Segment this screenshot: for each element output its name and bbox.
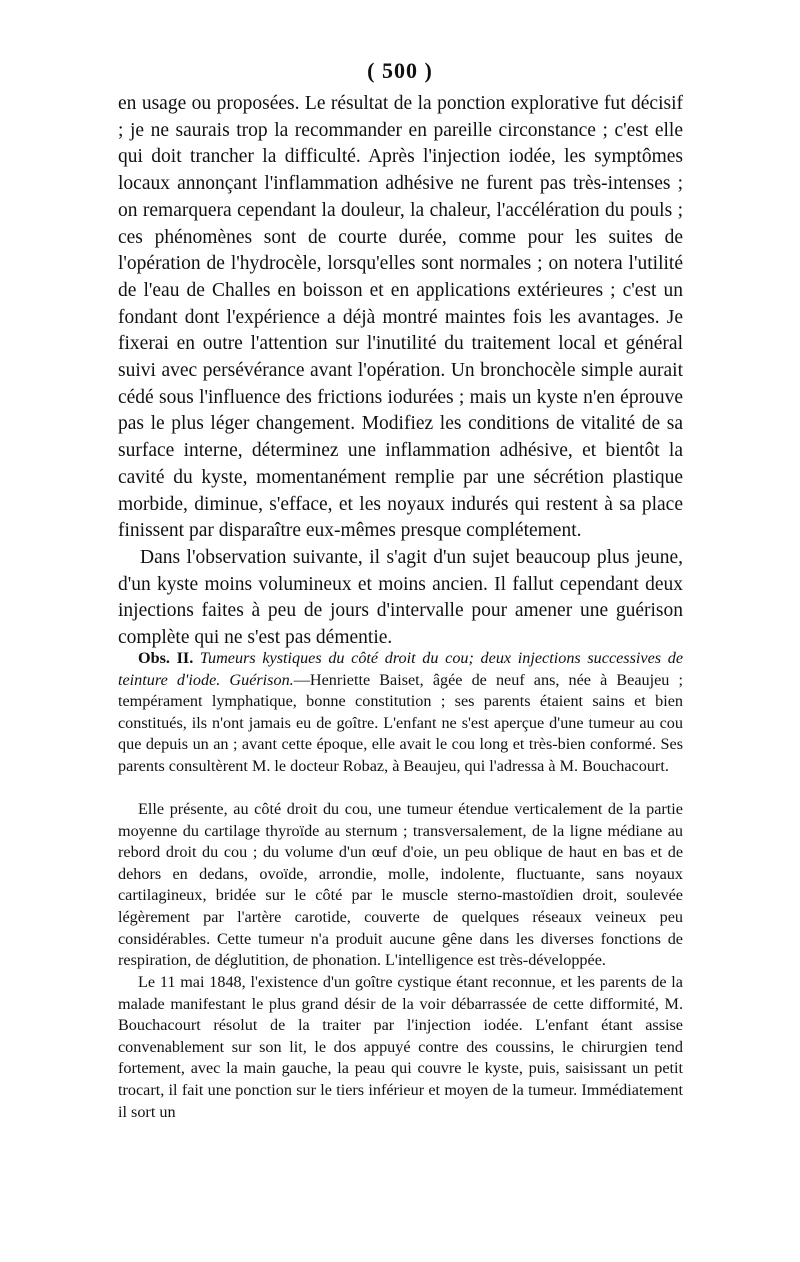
tumor-description-block bbox=[118, 799, 683, 972]
paragraph-introduction: Dans l'observation suivante, il s'agit d'un sujet beaucoup plus jeune, d'un kyste moins volumineux et moins ancien. Il fallut cependant deux injections faites à peu de jours d'intervalle pour amener une guérison complète qui ne s'est pas démentie. bbox=[118, 546, 683, 649]
paragraph-tumor-description: Elle présente, au côté droit du cou, une tumeur étendue verticalement de la partie moyenne du cartilage thyroïde au sternum ; transversalement, de la ligne médiane au rebord droit du cou ; du volume d'un œuf d'oie, un peu oblique de haut en bas et de dehors en dedans, ovoïde, arrondie, molle, indolente, fluctuante, sans noyaux cartilagineux, bridée sur le côté par le muscle sterno-mastoïdien droit, soulevée légèrement par l'artère carotide, couverte de quelques réseaux veineux peu considérables. Cette tumeur n'a produit aucune gêne dans les diverses fonctions de respiration, de déglutition, de phonation. L'intelligence est très-développée. bbox=[118, 800, 683, 970]
paragraph-commentary: en usage ou proposées. Le résultat de la ponction explorative fut décisif ; je ne saurais trop la recommander en pareille circonstance ; c'est elle qui doit trancher la difficulté. Après l'injection iodée, les symptômes locaux annonçant l'inflammation adhésive ne furent pas très-intenses ; on remarquera cependant la douleur, la chaleur, l'accélération du pouls ; ces phénomènes sont de courte durée, comme pour les suites de l'opération de l'hydrocèle, lorsqu'elles sont normales ; on notera l'utilité de l'eau de Challes en boisson et en applications extérieures ; c'est un fondant dont l'expérience a déjà montré maintes fois les avantages. Je fixerai en outre l'attention sur l'inutilité du traitement local et général suivi avec persévérance avant l'opération. Un bronchocèle simple aurait cédé sous l'influence des frictions iodurées ; mais un kyste n'en éprouve pas le plus léger changement. Modifiez les conditions de vitalité de sa surface interne, déterminez une inflammation adhésive, et bientôt la cavité du kyste, momentanément remplie par une sécrétion plastique morbide, diminue, s'efface, et les noyaux indurés qui restent à sa place finissent par disparaître eux-mêmes presque complétement. bbox=[118, 93, 683, 542]
observation-paragraph bbox=[118, 648, 683, 778]
observation-block bbox=[118, 648, 683, 778]
observation-label: Obs. II. bbox=[138, 649, 194, 667]
observation-text: —Henriette Baiset, âgée de neuf ans, née à Beaujeu ; tempérament lymphatique, bonne constitution ; ses parents étaient sains et bien constitués, ils n'ont jamais eu de goître. L'enfant ne s'est aperçue d'une tumeur au cou que depuis un an ; avant cette époque, elle avait le cou long et très-bien conformé. Ses parents consultèrent M. le docteur Robaz, à Beaujeu, qui l'adressa à M. Bouchacourt. bbox=[118, 670, 683, 775]
page-number: ( 500 ) bbox=[367, 58, 433, 83]
treatment-block bbox=[118, 972, 683, 1123]
observation-title: Tumeurs kystiques du côté droit du cou; deux injections successives de teinture d'iode. Guérison. bbox=[118, 649, 684, 689]
paragraph-treatment: Le 11 mai 1848, l'existence d'un goître cystique étant reconnue, et les parents de la malade manifestant le plus grand désir de la voir débarrassée de cette difformité, M. Bouchacourt résolut de la traiter par l'injection iodée. L'enfant étant assise convenablement sur son lit, le dos appuyé contre des coussins, le chirurgien tend fortement, avec la main gauche, la peau qui couvre le kyste, puis, saisissant un petit trocart, il fait une ponction sur le tiers inférieur et moyen de la tumeur. Immédiatement il sort un bbox=[118, 973, 683, 1121]
main-text bbox=[118, 91, 683, 652]
